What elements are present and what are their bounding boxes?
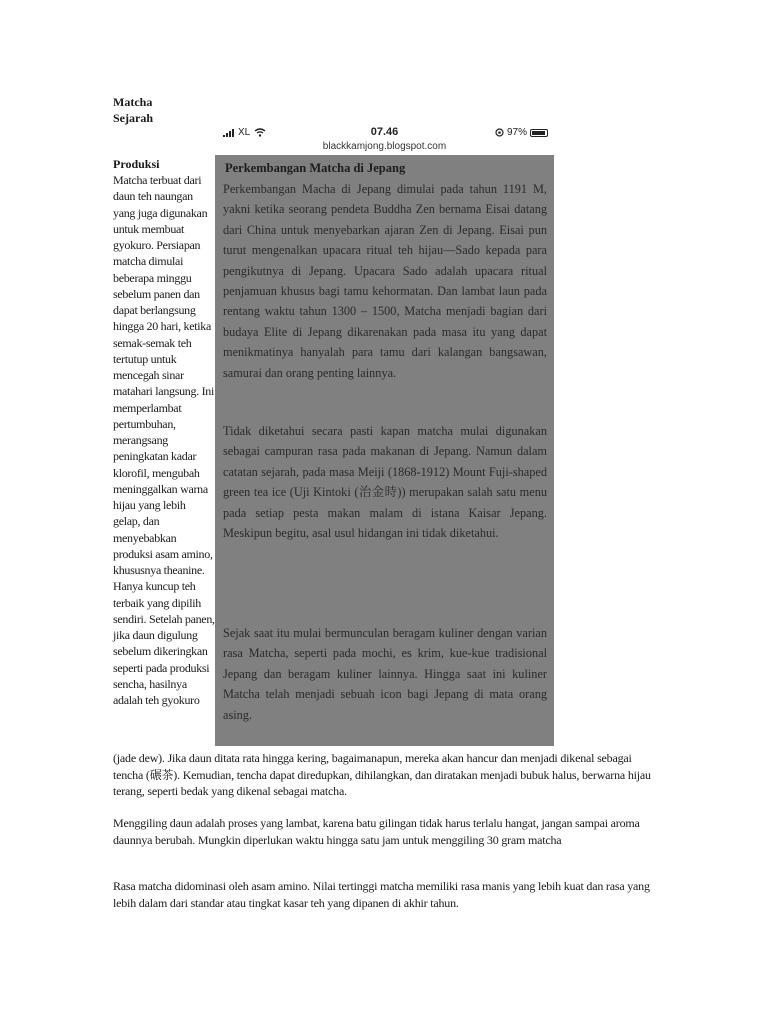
article-paragraph-2: Tidak diketahui secara pasti kapan matcha mulai digunakan sebagai campuran rasa pada makanan di Jepang. Namun dalam catatan sejarah, pada masa Meiji (1868-1912) Mount Fuji-shaped green tea ice (Uji Kintoki (治金時)) merupakan salah satu menu pada setiap pesta makan malam di istana Kaisar Jepang. Meskipun begitu, asal usul hidangan ini tidak diketahui. (223, 424, 547, 541)
browser-url: blackkamjong.blogspot.com (322, 141, 447, 152)
grinding-paragraph: Menggiling daun adalah proses yang lambat, karena batu gilingan tidak harus terlalu hangat, jangan sampai aroma daunnya berubah. Mungkin diperlukan waktu hingga satu jam untuk menggiling 30 gram matcha (113, 816, 640, 847)
article-content (215, 155, 554, 746)
phone-status-bar (215, 124, 554, 141)
carrier-label: XL (238, 127, 251, 138)
production-column-text: Matcha terbuat dari daun teh naungan yang juga digunakan untuk membuat gyokuro. Persiapan matcha dimulai beberapa minggu sebelum panen dan dapat berlangsung hingga 20 hari, ketika semak-semak teh tertutup untuk mencegah sinar matahari langsung. Ini memperlambat pertumbuhan, merangsang peningkatan kadar klorofil, mengubah meninggalkan warna hijau yang lebih gelap, dan menyebabkan produksi asam amino, khususnya theanine. Hanya kuncup teh terbaik yang dipilih sendiri. Setelah panen, jika daun digulung sebelum dikeringkan seperti pada produksi sencha, hasilnya adalah teh gyokuro (113, 173, 215, 707)
doc-title: Matcha (113, 95, 153, 109)
article-title: Perkembangan Matcha di Jepang (225, 161, 406, 175)
rotation-lock-icon (495, 128, 504, 137)
battery-percent: 97% (506, 127, 527, 138)
taste-paragraph: Rasa matcha didominasi oleh asam amino. Nilai tertinggi matcha memiliki rasa manis yang lebih kuat dan rasa yang lebih dalam dari standar atau tingkat kasar teh yang dipanen di akhir tahun. (113, 879, 650, 910)
battery-icon (530, 129, 548, 137)
phone-clock: 07.46 (370, 126, 399, 138)
continuation-paragraph: (jade dew). Jika daun ditata rata hingga kering, bagaimanapun, mereka akan hancur dan menjadi dikenal sebagai tencha (碾茶). Kemudian, tencha dapat diredupkan, dihilangkan, dan diratakan menjadi bubuk halus, berwarna hijau terang, seperti bedak yang dikenal sebagai matcha. (113, 751, 651, 798)
article-paragraph-3: Sejak saat itu mulai bermunculan beragam kuliner dengan varian rasa Matcha, seperti pada mochi, es krim, kue-kue tradisional Jepang dan beragam kuliner lainnya. Hingga saat ini kuliner Matcha telah menjadi sebuah icon bagi Jepang di mata orang asing. (223, 626, 547, 722)
article-paragraph-1: Perkembangan Macha di Jepang dimulai pada tahun 1191 M, yakni ketika seorang pendeta Buddha Zen bernama Eisai datang dari China untuk menyebarkan ajaran Zen di Jepang. Eisai pun turut mengenalkan upacara ritual teh hijau—Sado kepada para pengikutnya di Jepang. Upacara Sado adalah upacara ritual penjamuan khusus bagi tamu kehormatan. Dan lambat laun pada rentang waktu tahun 1300 – 1500, Matcha menjadi bagian dari budaya Elite di Jepang dikarenakan pada masa itu yang dapat menikmatinya hanyalah para tamu dari kalangan bangsawan, samurai dan orang penting lainnya. (223, 182, 547, 380)
embedded-phone-screenshot (215, 124, 554, 746)
section-heading-history: Sejarah (113, 111, 153, 125)
section-heading-production: Produksi (113, 157, 160, 171)
